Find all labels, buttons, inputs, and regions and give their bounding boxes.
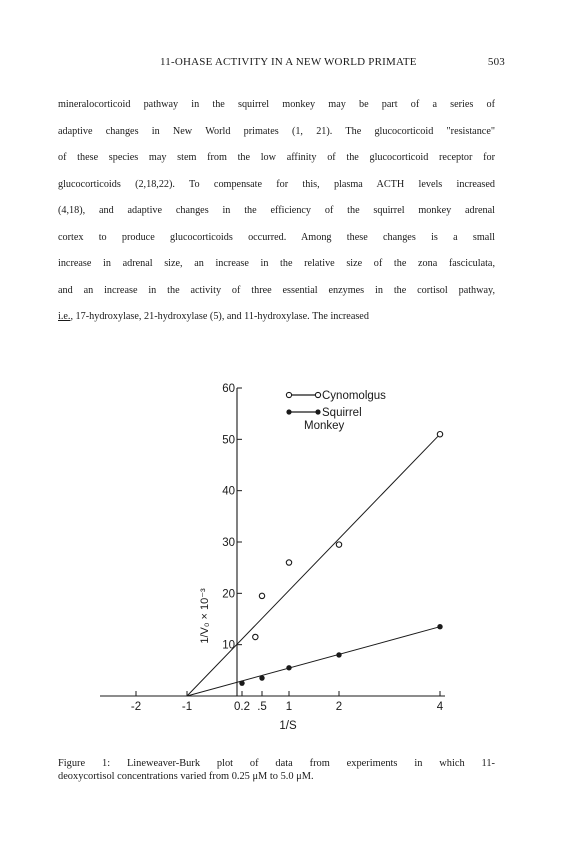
x-axis-label: 1/S bbox=[279, 720, 297, 732]
data-point-series-1 bbox=[336, 652, 341, 657]
legend-marker-squirrel bbox=[286, 409, 291, 414]
figure-caption bbox=[58, 757, 495, 783]
x-tick-label: 2 bbox=[335, 701, 343, 713]
running-head-title: 11-OHASE ACTIVITY IN A NEW WORLD PRIMATE bbox=[160, 56, 417, 68]
legend-marker-cynomolgus bbox=[286, 392, 291, 397]
y-tick-label: 60 bbox=[222, 383, 235, 395]
body-line-last bbox=[58, 304, 495, 331]
fit-line-series-0 bbox=[187, 434, 440, 696]
y-tick-label: 20 bbox=[222, 588, 235, 601]
body-line-last-rest: , 17-hydroxylase, 21-hydroxylase (5), and 11-hydroxylase. The increased bbox=[70, 311, 369, 322]
data-point-series-1 bbox=[437, 624, 442, 629]
lineweaver-burk-chart bbox=[0, 370, 576, 750]
figure-caption-line-2: deoxycortisol concentrations varied from 0.25 μM to 5.0 μM. bbox=[58, 771, 314, 782]
ie-abbreviation: i.e. bbox=[58, 311, 71, 322]
legend-label-squirrel: Squirrel bbox=[322, 407, 362, 419]
x-tick-label: -1 bbox=[181, 701, 193, 713]
data-point-series-0 bbox=[259, 593, 264, 598]
body-line: (4,18), and adaptive changes in the efficiency of the squirrel monkey adrenal bbox=[58, 205, 495, 216]
data-point-series-0 bbox=[286, 560, 291, 565]
y-tick-label: 40 bbox=[222, 485, 235, 498]
legend-label-cynomolgus: Cynomolgus bbox=[322, 390, 386, 402]
body-line: of these species may stem from the low affinity of the glucocorticoid receptor for bbox=[58, 152, 495, 163]
body-line: mineralocorticoid pathway in the squirrel monkey may be part of a series of bbox=[58, 99, 495, 110]
body-line: glucocorticoids (2,18,22). To compensate for this, plasma ACTH levels increased bbox=[58, 178, 495, 190]
chart-fit-lines bbox=[187, 434, 440, 696]
chart-ticks bbox=[131, 383, 444, 713]
chart-axes bbox=[100, 388, 445, 696]
body-text bbox=[58, 92, 495, 331]
legend-marker-cynomolgus-end bbox=[315, 392, 320, 397]
body-line: increase in adrenal size, an increase in the relative size of the zona fasciculata, bbox=[58, 258, 495, 269]
page-number: 503 bbox=[487, 56, 505, 68]
chart-legend bbox=[286, 390, 386, 432]
data-point-series-1 bbox=[239, 680, 244, 685]
y-axis-label: 1/V₀ × 10⁻³ bbox=[199, 588, 211, 644]
y-tick-label: 10 bbox=[222, 639, 235, 652]
x-tick-label: 4 bbox=[436, 701, 444, 713]
legend-marker-squirrel-end bbox=[315, 409, 320, 414]
body-line: and an increase in the activity of three essential enzymes in the cortisol pathway, bbox=[58, 284, 495, 296]
data-point-series-0 bbox=[336, 542, 341, 547]
fit-line-series-1 bbox=[187, 627, 440, 696]
body-line: adaptive changes in New World primates (1, 21). The glucocorticoid "resistance" bbox=[58, 125, 495, 137]
data-point-series-0 bbox=[253, 634, 258, 639]
data-point-series-1 bbox=[259, 675, 264, 680]
data-point-series-1 bbox=[286, 665, 291, 670]
legend-label-squirrel-line2: Monkey bbox=[304, 420, 345, 432]
y-tick-label: 30 bbox=[222, 537, 235, 549]
x-tick-label: .5 bbox=[257, 701, 267, 713]
x-tick-label: -2 bbox=[130, 701, 142, 713]
x-tick-label: 0.2 bbox=[234, 701, 250, 713]
figure-caption-line-1: Figure 1: Lineweaver-Burk plot of data from experiments in which 11- bbox=[58, 758, 495, 769]
data-point-series-0 bbox=[437, 432, 442, 437]
x-tick-label: 1 bbox=[285, 701, 293, 713]
y-tick-label: 50 bbox=[222, 434, 235, 447]
chart-points bbox=[239, 432, 442, 686]
body-line: cortex to produce glucocorticoids occurred. Among these changes is a small bbox=[58, 231, 495, 243]
